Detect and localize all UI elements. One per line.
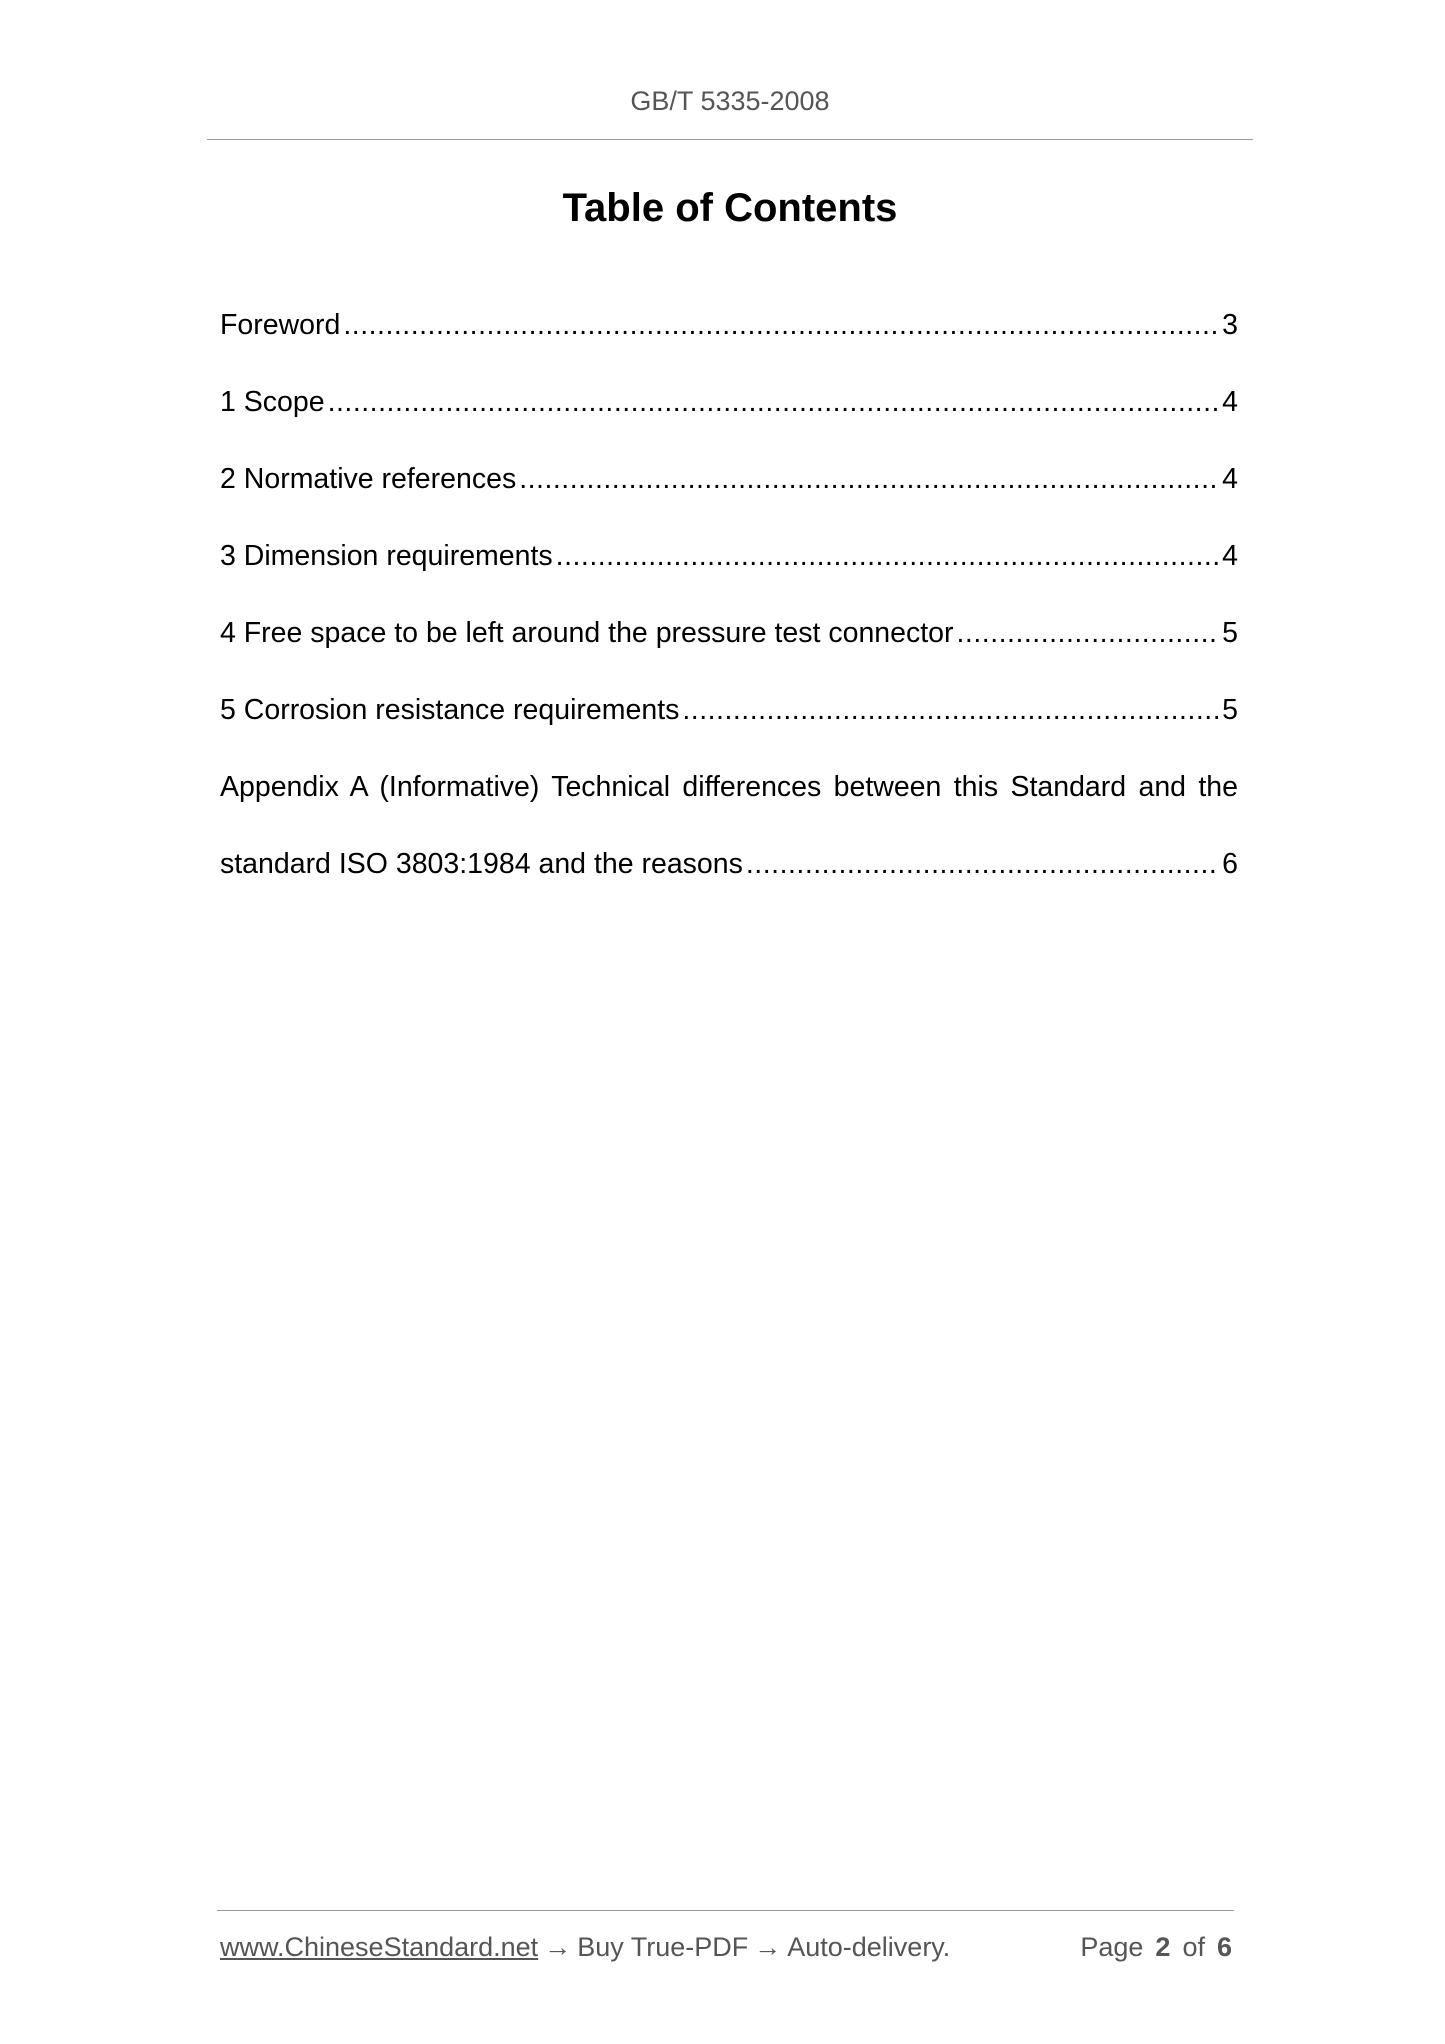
document-header: GB/T 5335-2008	[630, 86, 830, 116]
toc-dot-leader	[519, 454, 1219, 504]
buy-text: Buy True-PDF	[577, 1932, 749, 1962]
toc-dot-leader	[746, 839, 1219, 889]
page-title: Table of Contents	[562, 186, 898, 230]
toc-entry-label: Foreword	[220, 309, 341, 341]
toc-dot-leader	[556, 531, 1219, 581]
toc-entry-scope[interactable]	[220, 377, 1238, 454]
toc-entry-page: 4	[1222, 463, 1238, 495]
toc-entry-page: 4	[1222, 386, 1238, 418]
toc-dot-leader	[343, 300, 1219, 350]
website-link[interactable]: www.ChineseStandard.net	[220, 1932, 539, 1962]
page-indicator	[1080, 1932, 1232, 1963]
toc-dot-leader	[328, 377, 1220, 427]
toc-entry-page: 6	[1222, 848, 1238, 880]
footer-divider	[217, 1910, 1234, 1911]
page-word: Page	[1080, 1932, 1144, 1962]
header-divider	[207, 139, 1253, 140]
footer-promo	[220, 1932, 950, 1963]
toc-entry-corrosion-resistance[interactable]	[220, 685, 1238, 762]
toc-entry-page: 5	[1222, 617, 1238, 649]
toc-dot-leader	[957, 608, 1220, 658]
toc-entry-label: 5 Corrosion resistance requirements	[220, 694, 680, 726]
toc-entry-foreword[interactable]	[220, 300, 1238, 377]
right-arrow-icon: →	[754, 1932, 782, 1962]
current-page: 2	[1155, 1932, 1171, 1962]
total-pages: 6	[1216, 1932, 1232, 1962]
toc-dot-leader	[682, 685, 1219, 735]
toc-entry-label: 4 Free space to be left around the pressure test connector	[220, 617, 954, 649]
toc-entry-label: 3 Dimension requirements	[220, 540, 553, 572]
of-word: of	[1182, 1932, 1205, 1962]
right-arrow-icon: →	[544, 1932, 572, 1962]
toc-entry-page: 4	[1222, 540, 1238, 572]
toc-entry-free-space[interactable]	[220, 608, 1238, 685]
toc-entry-appendix-line2[interactable]	[220, 839, 1238, 916]
toc-entry-appendix-line1[interactable]: Appendix A (Informative) Technical differences between this Standard and the	[220, 771, 1238, 803]
delivery-text: Auto-delivery.	[787, 1932, 951, 1962]
toc-entry-page: 5	[1222, 694, 1238, 726]
toc-entry-label: 2 Normative references	[220, 463, 517, 495]
toc-entry-dimension-requirements[interactable]	[220, 531, 1238, 608]
toc-entry-normative-references[interactable]	[220, 454, 1238, 531]
table-of-contents	[220, 300, 1238, 916]
toc-entry-label: 1 Scope	[220, 386, 325, 418]
toc-entry-page: 3	[1222, 309, 1238, 341]
toc-entry-label: standard ISO 3803:1984 and the reasons	[220, 848, 743, 880]
